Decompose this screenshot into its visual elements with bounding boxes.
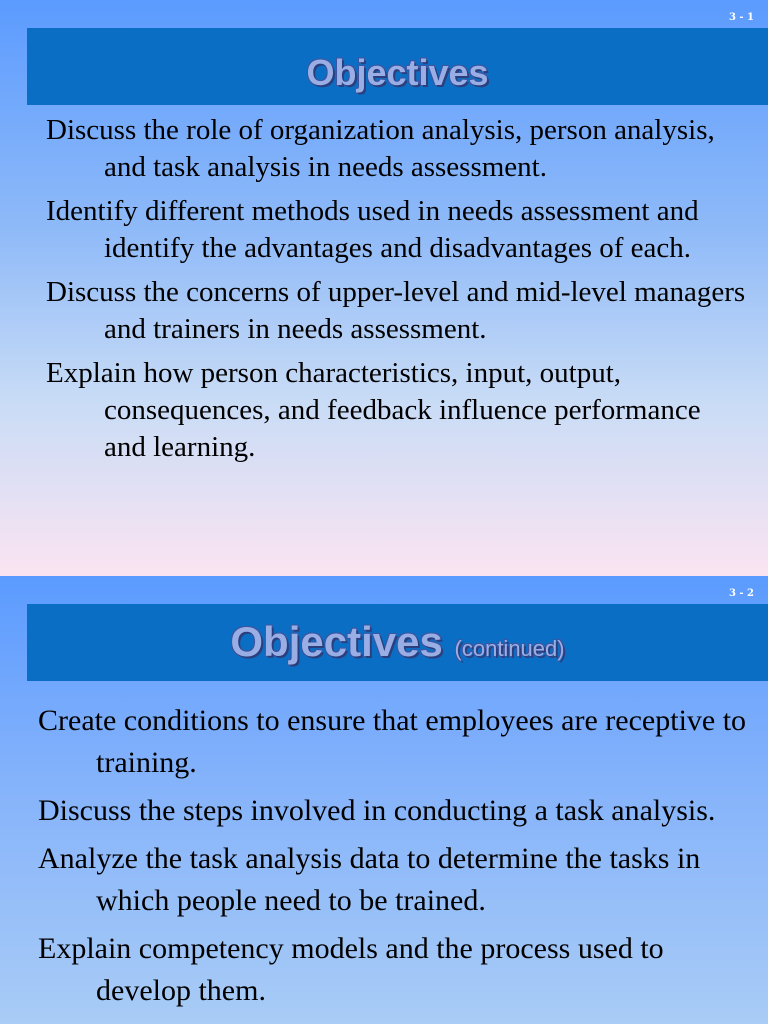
slide-title: Objectives: [306, 52, 489, 93]
title-banner: [27, 28, 768, 105]
list-item: Discuss the steps involved in conducting a task analysis.: [38, 794, 716, 827]
list-item: Analyze the task analysis data to determine the tasks in which people need to be trained.: [38, 842, 701, 917]
list-item: Explain competency models and the process used to develop them.: [38, 932, 664, 1007]
slide-title: [27, 618, 768, 666]
slide-title-suffix: (continued): [454, 636, 565, 661]
list-item: Identify different methods used in needs assessment and identify the advantages and disadvantages of each.: [46, 195, 699, 264]
list-item: Create conditions to ensure that employees are receptive to training.: [38, 704, 747, 779]
list-item: Explain how person characteristics, input, output, consequences, and feedback influence performance and learning.: [46, 357, 701, 463]
objectives-list: [46, 112, 748, 473]
title-banner: [27, 604, 768, 681]
list-item: Discuss the concerns of upper-level and mid-level managers and trainers in needs assessment.: [46, 276, 746, 345]
slide-title-main: Objectives: [230, 618, 443, 665]
list-item: Discuss the role of organization analysis, person analysis, and task analysis in needs assessment.: [46, 114, 715, 183]
slide-2: [0, 576, 768, 1024]
slide-number: 3 - 2: [728, 588, 754, 599]
objectives-list: [38, 700, 748, 1018]
slide-number: 3 - 1: [728, 12, 754, 23]
